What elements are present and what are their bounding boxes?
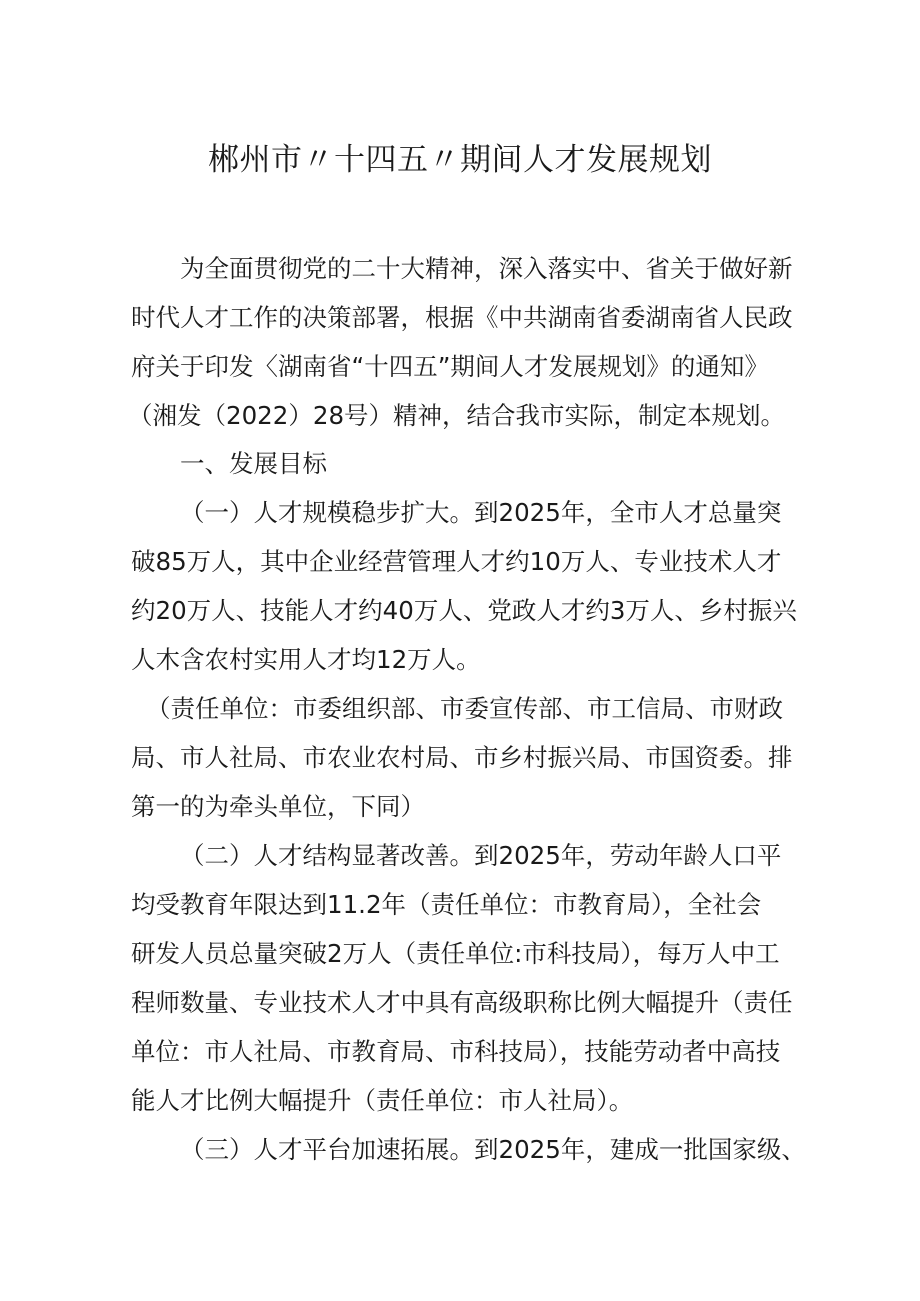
paragraph-text: 均受教育年限达到11.2年（责任单位：市教育局），全社会 — [131, 890, 762, 919]
paragraph-text: 程师数量、专业技术人才中具有高级职称比例大幅提升（责任 — [131, 988, 793, 1017]
paragraph-line — [0, 1133, 920, 1167]
paragraph-text: 局、市人社局、市农业农村局、市乡村振兴局、市国资委。排 — [131, 743, 793, 772]
paragraph-line — [0, 790, 920, 824]
paragraph-line — [0, 350, 920, 384]
paragraph-line — [0, 545, 920, 579]
paragraph-text: （二）人才结构显著改善。到2025年，劳动年龄人口平 — [180, 841, 782, 870]
section-heading — [0, 447, 920, 481]
paragraph-line — [0, 496, 920, 530]
document-title: 郴州市〃十四五〃期间人才发展规划 — [208, 142, 712, 178]
paragraph-line — [0, 986, 920, 1020]
paragraph-text: （湘发（2022）28号）精神，结合我市实际，制定本规划。 — [128, 401, 786, 430]
paragraph-text: 府关于印发〈湖南省“十四五”期间人才发展规划》的通知》 — [131, 352, 769, 381]
paragraph-text: 约20万人、技能人才约40万人、党政人才约3万人、乡村振兴 — [131, 596, 797, 625]
paragraph-text: 单位：市人社局、市教育局、市科技局），技能劳动者中高技 — [131, 1037, 781, 1066]
paragraph-text: 破85万人，其中企业经营管理人才约10万人、专业技术人才 — [131, 547, 782, 576]
paragraph-line — [0, 888, 920, 922]
paragraph-line — [0, 594, 920, 628]
paragraph-text: 时代人才工作的决策部署，根据《中共湖南省委湖南省人民政 — [131, 303, 793, 332]
paragraph-line — [0, 692, 920, 726]
paragraph-line — [0, 839, 920, 873]
paragraph-line — [0, 643, 920, 677]
paragraph-text: 研发人员总量突破2万人（责任单位:市科技局），每万人中工 — [131, 939, 780, 968]
paragraph-text: 为全面贯彻党的二十大精神，深入落实中、省关于做好新 — [180, 254, 793, 283]
section-heading-text: 一、发展目标 — [180, 449, 327, 478]
paragraph-line — [0, 937, 920, 971]
paragraph-line — [0, 252, 920, 286]
paragraph-text: 人木含农村实用人才均12万人。 — [131, 645, 481, 674]
paragraph-text: （三）人才平台加速拓展。到2025年，建成一批国家级、 — [180, 1135, 806, 1164]
paragraph-text: （责任单位：市委组织部、市委宣传部、市工信局、市财政 — [146, 694, 783, 723]
paragraph-line — [0, 1084, 920, 1118]
paragraph-text: 第一的为牵头单位，下同） — [131, 792, 425, 821]
paragraph-line — [0, 1035, 920, 1069]
paragraph-text: （一）人才规模稳步扩大。到2025年，全市人才总量突 — [180, 498, 782, 527]
paragraph-line — [0, 301, 920, 335]
paragraph-line — [0, 741, 920, 775]
paragraph-text: 能人才比例大幅提升（责任单位：市人社局）。 — [131, 1086, 634, 1115]
paragraph-line — [0, 399, 920, 433]
